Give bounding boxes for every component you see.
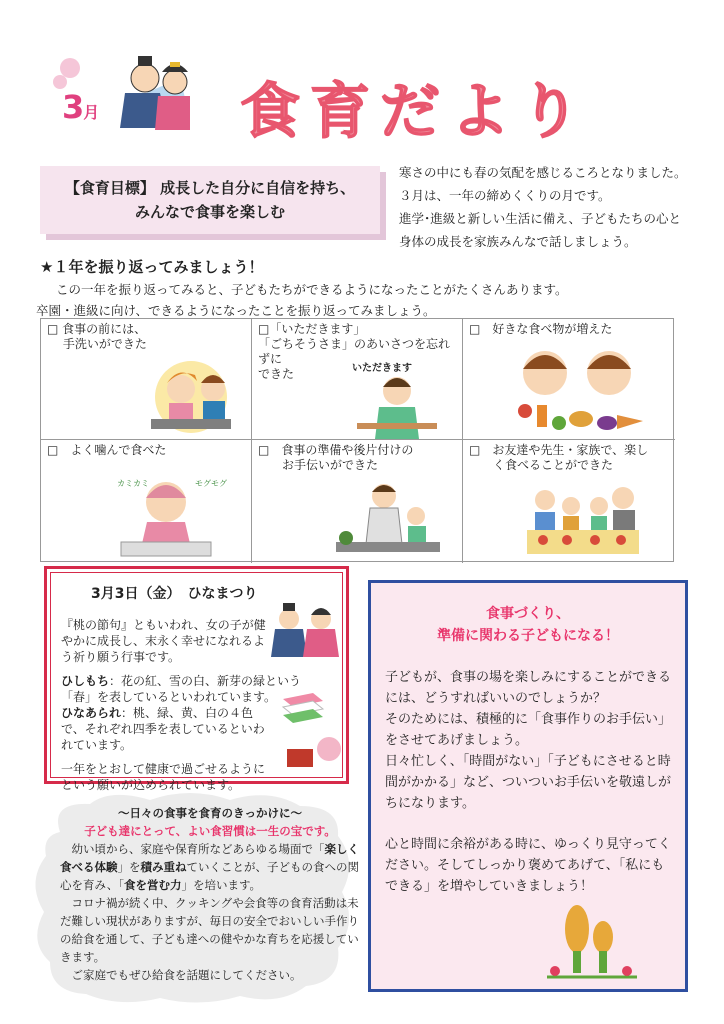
daily-meals-cloud xyxy=(20,792,360,1007)
intro-line: 寒さの中にも春の気配を感じるころとなりました。 xyxy=(399,165,687,180)
checklist-item-chewing xyxy=(41,440,252,563)
text-span: 幼い頃から、家庭や保育所などあらゆる場面で「 xyxy=(71,842,325,856)
hishimochi-text: ：花の紅、雪の白、新芽の緑という「春」を表しているといわれています。 xyxy=(61,674,302,704)
checklist-item-handwash xyxy=(41,319,252,440)
checklist-label: □ 好きな食べ物が増えた xyxy=(469,322,613,336)
title-line-1: 食事づくり、 xyxy=(486,606,570,622)
intro-text xyxy=(399,161,699,253)
cooking-participation-title xyxy=(385,603,671,647)
hinamatsuri-wish: 一年をとおして健康で過ごせるようにという願いが込められています。 xyxy=(61,762,266,792)
kamikami-label: カミカミ xyxy=(117,479,149,488)
text-span: 」を培います。 xyxy=(181,878,262,892)
paragraph: そのためには、積極的に「食事作りのお手伝い」をさせてあげましょう。 xyxy=(385,712,672,748)
family-dining-illustration xyxy=(523,476,643,558)
hinamatsuri-intro: 『桃の節句』ともいわれ、女の子が健やかに成長し、末永く幸せになれるよう祈り願う行事です。 xyxy=(61,618,266,664)
cooking-participation-body xyxy=(385,667,671,897)
checklist-label: □ 食事の前には、 手洗いができた xyxy=(47,322,147,351)
hinamatsuri-box xyxy=(44,566,349,792)
paragraph: 心と時間に余裕がある時に、ゆっくり見守ってください。そしてしっかり褒めてあげて、「私にもできる」を増やしていきましょう！ xyxy=(385,837,671,894)
review-checklist xyxy=(40,318,674,562)
checklist-item-eating-together xyxy=(463,440,675,563)
paragraph: 日々忙しく、「時間がない」「子どもにさせると時間がかかる」など、ついついお手伝いを敬遠しがちになります。 xyxy=(385,754,672,811)
goal-line-1: 【食育目標】 成長した自分に自信を持ち、 xyxy=(64,179,356,197)
paragraph: 子どもが、食事の場を楽しみにすることができるには、どうすればいいのでしょうか？ xyxy=(385,670,672,706)
page-title: 食育だより xyxy=(240,77,590,147)
checklist-label: □ よく噛んで食べた xyxy=(47,443,167,457)
cooking-participation-box xyxy=(368,580,688,992)
checklist-item-greeting xyxy=(252,319,463,440)
kitchen-helping-illustration xyxy=(332,476,442,558)
goal-box xyxy=(40,166,380,234)
hinaarare-paragraph xyxy=(61,705,271,753)
text-span: 」を xyxy=(117,860,141,874)
title-line-2: 準備に関わる子どもになる！ xyxy=(437,628,619,644)
header xyxy=(40,48,700,147)
checklist-label: □ 食事の準備や後片付けの お手伝いができた xyxy=(258,443,414,472)
mogumogu-label: モグモグ xyxy=(195,479,227,488)
cloud-subheading: 子ども達にとって、よい食習慣は一生の宝です。 xyxy=(84,824,336,838)
intro-line: 身体の成長を家族みんなで話しましょう。 xyxy=(399,234,637,249)
emphasis: 楽しく食べる体験 xyxy=(60,842,359,874)
text-span: ていくことが、子どもの食への関心を育み、「 xyxy=(60,860,359,892)
month-number: 3 xyxy=(62,88,84,126)
itadakimasu-label: いただきます xyxy=(352,363,412,374)
review-line-1: この一年を振り返ってみると、子どもたちができるようになったことがたくさんあります。 xyxy=(56,282,568,297)
sprouts-illustration xyxy=(537,901,647,983)
goal-line-2: みんなで食事を楽しむ xyxy=(134,203,285,221)
hishimochi-label: ひしもち xyxy=(61,674,110,688)
handwash-illustration xyxy=(141,349,241,434)
emphasis: 食を営む力 xyxy=(123,878,182,892)
month-badge xyxy=(62,88,98,126)
emphasis: 積み重ね xyxy=(140,860,187,874)
cloud-paragraph-1 xyxy=(60,840,360,894)
hina-dolls-small-illustration xyxy=(267,599,343,661)
month-unit: 月 xyxy=(83,103,99,122)
review-heading: ★１年を振り返ってみましょう！ xyxy=(40,258,264,276)
children-food-illustration xyxy=(497,341,657,437)
cloud-heading: ～日々の食事を食育のきっかけに～ xyxy=(118,806,302,820)
cloud-text xyxy=(60,804,360,984)
hinaarare-text: ：桃、緑、黄、白の４色で、それぞれ四季を表しているといわれています。 xyxy=(61,706,265,752)
review-line-2: 卒園・進級に向け、できるようになったことを振り返ってみましょう。 xyxy=(36,303,436,318)
cloud-paragraph-2: コロナ禍が続く中、クッキングや会食等の食育活動は未だ難しい現状がありますが、毎日の安全でおいしい手作りの給食を通して、子ども達への健やかな育ちを応援していきます。 xyxy=(60,896,359,964)
checklist-label: □ お友達や先生・家族で、楽し く食べることができた xyxy=(469,443,649,472)
checklist-item-favorite-foods xyxy=(463,319,675,440)
intro-line: 進学･進級と新しい生活に備え、子どもたちの心と xyxy=(399,211,682,226)
hinamatsuri-title: 3月3日（金） ひなまつり xyxy=(91,586,258,602)
hishimochi-illustration xyxy=(273,689,343,773)
hinaarare-label: ひなあられ xyxy=(61,706,122,720)
checklist-item-helping xyxy=(252,440,463,563)
intro-line: ３月は、一年の締めくくりの月です。 xyxy=(399,188,611,203)
checklist-label: □「いただきます」 「ごちそうさま」のあいさつを忘れずに できた xyxy=(258,322,451,381)
cloud-paragraph-3: ご家庭でもぜひ給食を話題にしてください。 xyxy=(71,968,302,982)
review-text xyxy=(36,279,696,321)
